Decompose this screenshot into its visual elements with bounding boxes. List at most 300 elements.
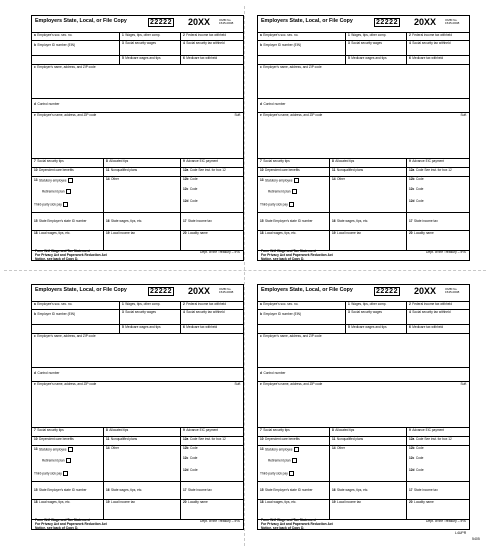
form-text: 6 (409, 324, 411, 329)
form-text: 12c (409, 187, 415, 191)
form-text: 18 (260, 230, 264, 235)
box-12c-label (409, 188, 423, 191)
form-row (32, 112, 243, 159)
form-text: b (34, 312, 36, 316)
form-text: 20 (409, 499, 413, 504)
form-code-bottom-left: L4UPR (455, 531, 467, 535)
form-row (32, 333, 243, 368)
form-row (258, 333, 469, 368)
form-text: For Privacy Act and Paperwork Reduction Act (35, 521, 107, 526)
form-text: Other (111, 445, 120, 450)
box-12b-label (183, 447, 198, 450)
form-text: Federal income tax withheld (412, 32, 452, 37)
form-text: Employer's name, address, and ZIP code (37, 333, 96, 338)
third-party-sick-pay-label (260, 471, 294, 476)
box-14-label (106, 178, 119, 181)
form-text: Employee's soc. sec. no. (37, 32, 73, 37)
form-text: Social security wages (351, 309, 382, 314)
form-text: 1 (122, 301, 124, 306)
form-cell (407, 301, 469, 309)
form-text: 20 (183, 230, 187, 235)
form-text: Code (190, 199, 198, 203)
form-text: c (34, 333, 36, 338)
suffix-label: Suff. (234, 381, 241, 386)
form-text: a (34, 301, 36, 306)
form-row (258, 309, 469, 325)
vertical-perforation (244, 6, 245, 546)
form-text: Other (337, 445, 346, 450)
box-9-label (183, 160, 218, 163)
form-text: 8 (106, 158, 108, 163)
form-text: 1 (348, 32, 350, 37)
form-text: Notice, see back of Copy D. (35, 256, 79, 261)
box-13-label (34, 178, 73, 183)
form-cell (330, 230, 407, 250)
form-footer (32, 518, 243, 529)
form-text: 16 (106, 488, 110, 492)
form-text: 11 (332, 436, 336, 441)
form-text: 5 (348, 324, 350, 329)
box-14-label (332, 178, 345, 181)
form-text: State income tax (414, 488, 438, 492)
form-title: Employers State, Local, or File Copy (35, 18, 127, 24)
form-text (68, 178, 73, 183)
form-text: State income tax (414, 219, 438, 223)
form-text: 20 (183, 499, 187, 504)
form-text: b (260, 312, 262, 316)
box-6-label (183, 57, 217, 60)
form-text: Advance EIC payment (412, 158, 444, 163)
form-cell (181, 481, 243, 499)
form-footer-title (261, 519, 333, 531)
suffix-label: Suff. (234, 112, 241, 117)
box-b-label (260, 44, 301, 47)
form-text: 7 (260, 158, 262, 163)
form-text: 10 (34, 436, 38, 441)
form-cell (104, 167, 181, 176)
form-text: Form W-2 Wage and Tax Statement (261, 518, 316, 522)
form-text: 12c (183, 187, 189, 191)
box-19-label (332, 232, 361, 235)
form-text: 9 (183, 158, 185, 163)
form-text: State wages, tips, etc. (111, 488, 143, 492)
form-text: Medicare wages and tips (351, 55, 387, 60)
form-text: Local wages, tips, etc. (265, 230, 297, 235)
form-text: 8 (332, 427, 334, 432)
form-text: Social security tax withheld (412, 40, 451, 45)
form-title: Employers State, Local, or File Copy (261, 287, 353, 293)
form-text: 15 (260, 219, 264, 223)
form-text: a (260, 301, 262, 306)
box-a-label (34, 34, 72, 37)
form-row (32, 176, 243, 213)
box-d-label (260, 372, 285, 375)
box-e-label (34, 114, 96, 117)
form-cell (181, 167, 243, 176)
box-12d-label (183, 469, 198, 472)
form-cell (104, 436, 181, 445)
box-7-label (260, 429, 290, 432)
form-cell (104, 499, 181, 519)
form-text: 17 (409, 488, 413, 492)
form-header (32, 16, 243, 33)
form-cell (181, 324, 243, 333)
form-text: 12a (183, 436, 189, 441)
box-7-label (34, 429, 64, 432)
form-text: 15 (34, 488, 38, 492)
form-cell (32, 64, 243, 98)
box-8-label (332, 160, 354, 163)
form-cell (346, 324, 407, 333)
form-cell (330, 499, 407, 519)
form-cell (407, 427, 469, 436)
form-text: Nonqualified plans (110, 436, 138, 441)
box-12b-label (409, 447, 424, 450)
box-8-label (106, 160, 128, 163)
box-17-label (409, 220, 438, 223)
form-text: 6 (409, 55, 411, 60)
box-16-label (332, 220, 368, 223)
form-text: 1 (348, 301, 350, 306)
form-text: Social security tips (263, 158, 290, 163)
form-text: c (260, 64, 262, 69)
form-text: Local wages, tips, etc. (265, 499, 297, 504)
form-row (258, 212, 469, 231)
box-11-label (332, 169, 363, 172)
form-cell (32, 55, 120, 64)
box-5-label (122, 57, 161, 60)
form-text: Retirement plan (42, 189, 65, 194)
form-row (32, 98, 243, 113)
box-5-label (348, 326, 387, 329)
box-13-label (34, 447, 73, 452)
form-text: Employee's soc. sec. no. (263, 32, 299, 37)
form-text: Dependent care benefits (39, 167, 74, 172)
box-14-label (332, 447, 345, 450)
form-cell (258, 112, 469, 158)
form-text: Social security tips (37, 158, 64, 163)
form-text: 7 (34, 158, 36, 163)
form-text: State Employer's state ID number (39, 219, 87, 223)
form-text: 11 (332, 167, 336, 172)
form-cell (120, 309, 181, 324)
form-cell (104, 445, 181, 481)
box-d-label (34, 103, 59, 106)
form-cell (32, 301, 120, 309)
form-text: Employee's soc. sec. no. (37, 301, 73, 306)
tax-year: 20XX (188, 286, 211, 296)
form-text: d (260, 371, 262, 375)
form-text: 2 (183, 301, 185, 306)
form-cell (258, 55, 346, 64)
form-cell (32, 445, 104, 481)
box-19-label (332, 501, 361, 504)
form-text (68, 447, 73, 452)
form-text: Social security tax withheld (412, 309, 451, 314)
form-text: 17 (409, 219, 413, 223)
box-d-label (260, 103, 285, 106)
form-row (258, 481, 469, 500)
form-number: 22222 (376, 288, 398, 295)
form-cell (104, 481, 181, 499)
form-text: 14 (332, 445, 336, 450)
box-2-label (409, 303, 452, 306)
form-text: Third-party sick pay (260, 471, 288, 476)
form-text: c (260, 333, 262, 338)
form-text: 6 (183, 324, 185, 329)
form-cell (407, 436, 469, 445)
form-text: Allocated tips (335, 158, 355, 163)
form-cell (32, 427, 104, 436)
box-12a-label (183, 438, 226, 441)
form-cell (258, 324, 346, 333)
box-e-label (34, 383, 96, 386)
form-text: For Privacy Act and Paperwork Reduction Act (35, 252, 107, 257)
w2-form-copy-1 (31, 15, 244, 261)
form-text: Retirement plan (268, 189, 291, 194)
form-text: Federal income tax withheld (186, 32, 226, 37)
form-text: Medicare tax withheld (186, 55, 218, 60)
form-text: Statutory employee (265, 446, 293, 451)
form-text: Code (189, 187, 198, 191)
form-text: Employer ID number (EIN) (263, 312, 302, 316)
form-cell (32, 32, 120, 40)
form-cell (181, 445, 243, 481)
box-18-label (260, 232, 296, 235)
form-text: Code (415, 456, 424, 460)
box-12a-label (183, 169, 226, 172)
form-footer (258, 249, 469, 260)
form-text: e (34, 381, 36, 386)
third-party-sick-pay-label (260, 202, 294, 207)
form-text: 20 (409, 230, 413, 235)
form-text: 10 (260, 436, 264, 441)
form-cell (407, 55, 469, 64)
form-text (289, 202, 294, 207)
form-header (258, 285, 469, 302)
form-cell (407, 176, 469, 212)
box-12c-label (183, 188, 197, 191)
form-text: OMB No. (445, 287, 458, 291)
form-text: Social security tax withheld (186, 40, 225, 45)
form-text: State Employer's state ID number (265, 219, 313, 223)
box-6-label (409, 57, 443, 60)
box-13-label (260, 447, 299, 452)
form-text: Control number (263, 371, 286, 375)
form-text: Medicare tax withheld (412, 324, 444, 329)
form-text: 5 (122, 324, 124, 329)
form-cell (407, 309, 469, 324)
box-c-label (260, 66, 322, 69)
form-text: 19 (332, 499, 336, 504)
form-text: Local income tax (337, 230, 361, 235)
form-text: 13 (34, 177, 38, 182)
form-text: Advance EIC payment (186, 158, 218, 163)
form-text: 11 (106, 167, 110, 172)
form-text: d (34, 102, 36, 106)
box-20-label (183, 232, 208, 235)
form-text: b (260, 43, 262, 47)
form-row (258, 381, 469, 428)
omb-number (445, 19, 459, 26)
form-text: For Privacy Act and Paperwork Reduction Act (261, 521, 333, 526)
form-text: 3 (348, 309, 350, 314)
form-text: 16 (106, 219, 110, 223)
box-e-label (260, 383, 322, 386)
form-text: 14 (106, 176, 110, 181)
form-text: Code See inst. for box 12 (415, 167, 452, 172)
form-cell (346, 40, 407, 55)
form-text: Code (190, 176, 198, 181)
box-5-label (122, 326, 161, 329)
form-cell (181, 55, 243, 64)
form-text: Employer ID number (EIN) (37, 43, 76, 47)
form-text: Wages, tips, other comp. (125, 301, 161, 306)
form-cell (181, 40, 243, 55)
form-text: Form W-2 Wage and Tax Statement (261, 249, 316, 253)
form-cell (104, 176, 181, 212)
form-text: Locality name (414, 230, 434, 235)
form-cell (32, 212, 104, 230)
form-text (63, 471, 68, 476)
form-text (66, 458, 71, 463)
form-footer (32, 249, 243, 260)
form-text: 1545-0008 (219, 290, 234, 295)
form-cell (32, 499, 104, 519)
form-text: Employee's name, address, and ZIP code (263, 112, 323, 117)
box-2-label (183, 34, 226, 37)
box-12a-label (409, 169, 452, 172)
form-text: Employee's name, address, and ZIP code (37, 381, 97, 386)
form-row (258, 230, 469, 251)
retirement-plan-label (42, 189, 71, 194)
form-text: 5 (122, 55, 124, 60)
form-text: Code (416, 176, 424, 181)
form-cell (258, 176, 330, 212)
box-12d-label (409, 200, 424, 203)
form-text: 7 (34, 427, 36, 432)
form-text: Social security tips (37, 427, 64, 432)
form-text: Local income tax (111, 499, 135, 504)
form-text: Federal income tax withheld (186, 301, 226, 306)
form-cell (120, 40, 181, 55)
form-text: Code (189, 456, 198, 460)
box-3-label (122, 311, 156, 314)
form-text: 9 (409, 158, 411, 163)
form-row (258, 499, 469, 520)
form-text: 9 (183, 427, 185, 432)
box-1-label (348, 303, 386, 306)
form-number: 22222 (150, 288, 172, 295)
form-row (32, 40, 243, 56)
treasury-label: Dept. of the Treasury – IRS (426, 518, 466, 523)
suffix-label: Suff. (460, 381, 467, 386)
form-text: 4 (183, 40, 185, 45)
box-6-label (409, 326, 443, 329)
box-9-label (409, 429, 444, 432)
box-b-label (34, 44, 75, 47)
form-cell (407, 499, 469, 519)
form-cell (32, 40, 120, 55)
form-row (258, 176, 469, 213)
form-text: 12a (183, 167, 189, 172)
box-12c-label (409, 457, 423, 460)
form-text: OMB No. (219, 287, 232, 291)
form-row (32, 481, 243, 500)
box-4-label (409, 42, 451, 45)
form-text: Employer ID number (EIN) (263, 43, 302, 47)
box-17-label (183, 220, 212, 223)
box-3-label (348, 42, 382, 45)
form-text: Locality name (414, 499, 434, 504)
form-cell (258, 367, 469, 381)
form-text (289, 471, 294, 476)
box-12b-label (183, 178, 198, 181)
form-row (258, 445, 469, 482)
form-text: 18 (34, 499, 38, 504)
form-cell (330, 158, 407, 167)
retirement-plan-label (268, 458, 297, 463)
form-text: Local income tax (111, 230, 135, 235)
form-text: Notice, see back of Copy D. (35, 525, 79, 530)
form-cell (181, 301, 243, 309)
form-text: 15 (260, 488, 264, 492)
box-2-label (183, 303, 226, 306)
box-10-label (34, 169, 74, 172)
box-18-label (34, 501, 70, 504)
form-text: 2 (409, 32, 411, 37)
form-text: Code See inst. for box 12 (189, 167, 226, 172)
form-cell (407, 167, 469, 176)
form-text: Nonqualified plans (336, 167, 364, 172)
form-text: 4 (409, 40, 411, 45)
form-text: Statutory employee (39, 446, 67, 451)
box-9-label (409, 160, 444, 163)
form-cell (32, 481, 104, 499)
form-text: Social security tax withheld (186, 309, 225, 314)
form-text: Nonqualified plans (110, 167, 138, 172)
form-text: State income tax (188, 219, 212, 223)
form-cell (407, 324, 469, 333)
form-text: Dependent care benefits (39, 436, 74, 441)
form-text: 3 (348, 40, 350, 45)
form-text (294, 178, 299, 183)
form-code-bottom-right: 5405 (472, 537, 480, 541)
form-text: Employee's name, address, and ZIP code (37, 112, 97, 117)
form-cell (32, 333, 243, 367)
form-text: Medicare wages and tips (125, 55, 161, 60)
form-text: 19 (332, 230, 336, 235)
treasury-label: Dept. of the Treasury – IRS (200, 249, 240, 254)
form-text: 12a (409, 436, 415, 441)
form-footer-title (35, 250, 107, 262)
form-cell (181, 427, 243, 436)
box-c-label (34, 335, 96, 338)
form-cell (346, 32, 407, 40)
form-cell (258, 481, 330, 499)
form-text: Allocated tips (335, 427, 355, 432)
form-row (258, 98, 469, 113)
form-text: 1545-0008 (445, 290, 460, 295)
form-text: Advance EIC payment (412, 427, 444, 432)
form-text: Social security wages (125, 309, 156, 314)
form-cell (258, 381, 469, 427)
form-cell (32, 436, 104, 445)
form-cell (32, 158, 104, 167)
form-cell (330, 427, 407, 436)
form-number: 22222 (376, 19, 398, 26)
form-row (32, 309, 243, 325)
